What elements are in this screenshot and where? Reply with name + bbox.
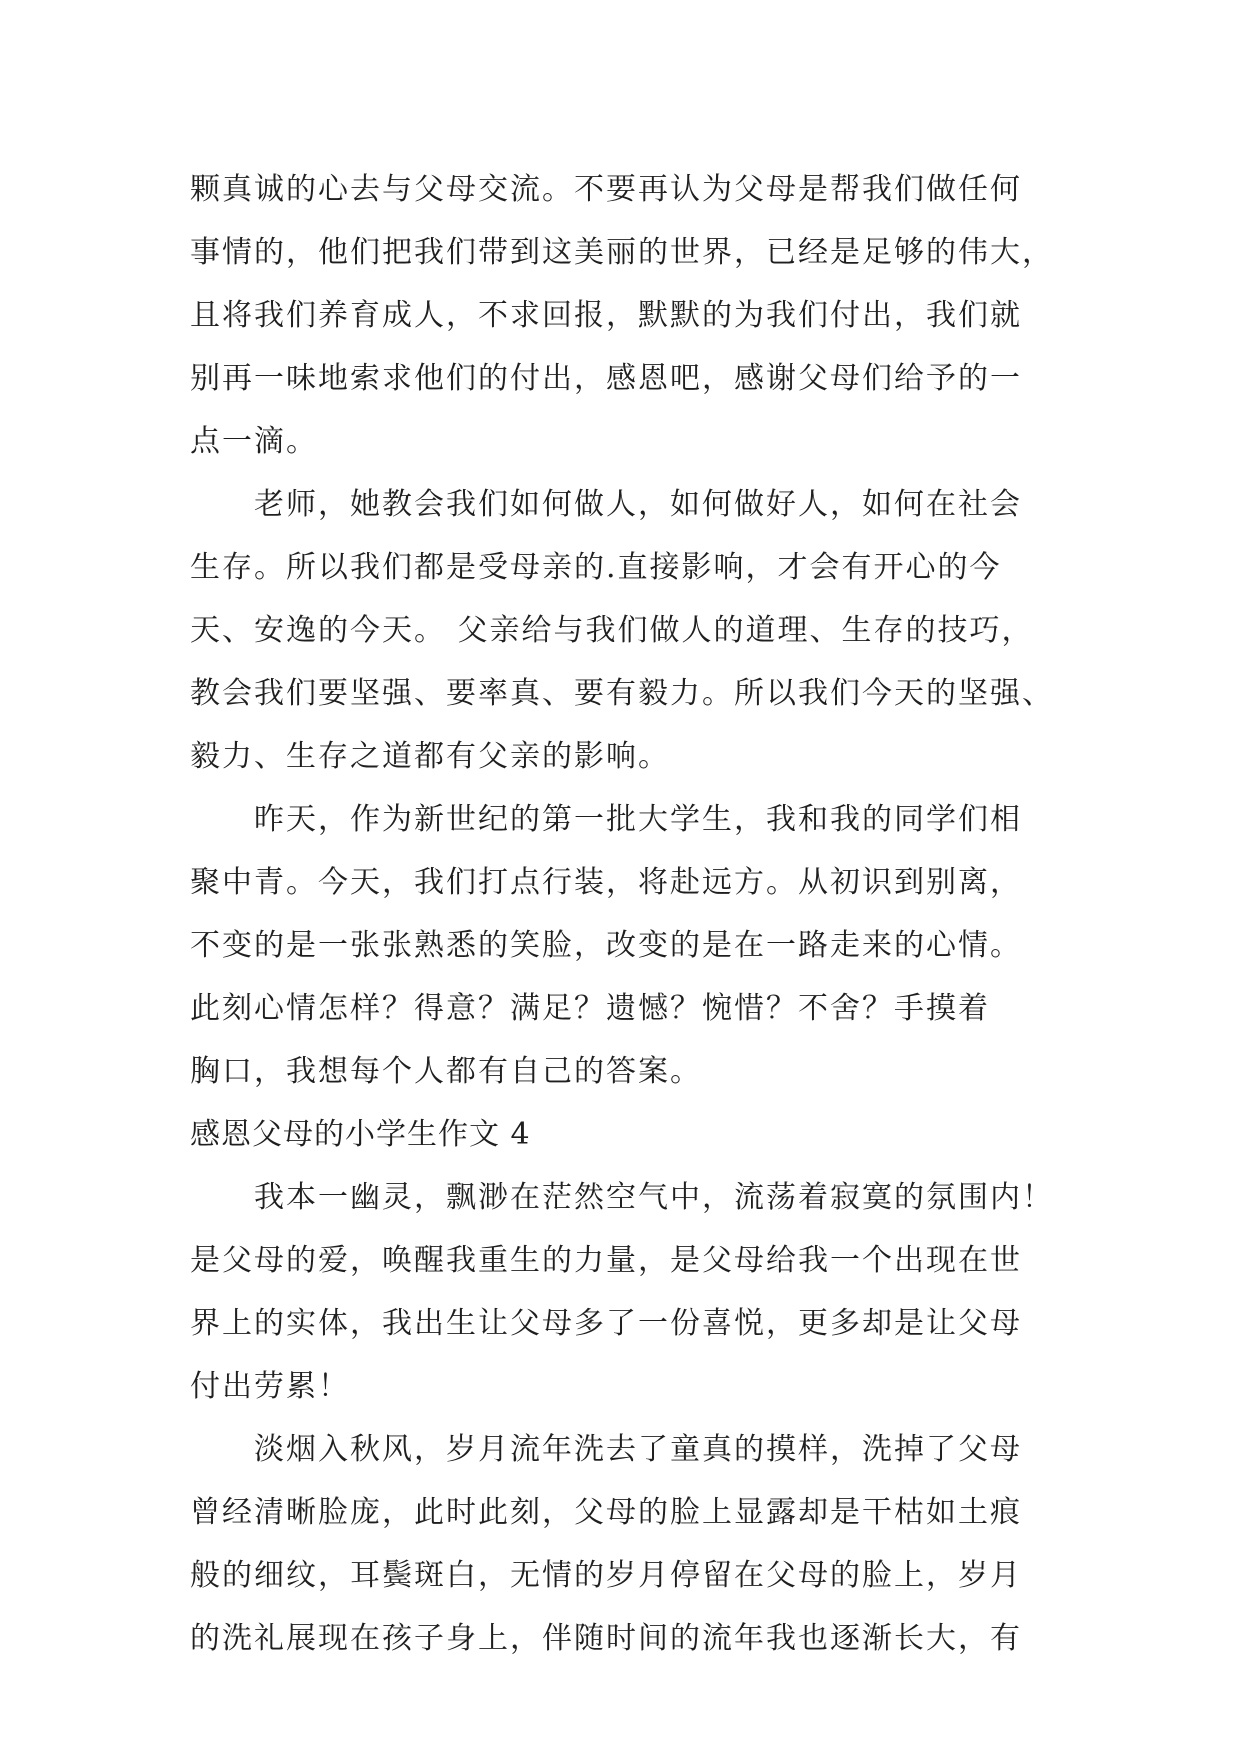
paragraph-first-line: 昨天，作为新世纪的第一批大学生，我和我的同学们相 xyxy=(254,802,1022,837)
paragraph-first-line: 淡烟入秋风，岁月流年洗去了童真的摸样，洗掉了父母 xyxy=(254,1432,1022,1467)
text-line: 点一滴。 xyxy=(190,424,318,459)
text-line: 别再一味地索求他们的付出，感恩吧，感谢父母们给予的一 xyxy=(190,361,1022,396)
text-line: 且将我们养育成人，不求回报，默默的为我们付出，我们就 xyxy=(190,298,1022,333)
text-line: 不变的是一张张熟悉的笑脸，改变的是在一路走来的心情。 xyxy=(190,928,1022,963)
text-line: 毅力、生存之道都有父亲的影响。 xyxy=(190,739,670,774)
paragraph-first-line: 老师，她教会我们如何做人，如何做好人，如何在社会 xyxy=(254,487,1022,522)
text-line: 颗真诚的心去与父母交流。不要再认为父母是帮我们做任何 xyxy=(190,172,1022,207)
section-heading: 感恩父母的小学生作文 4 xyxy=(190,1117,531,1152)
text-line: 是父母的爱，唤醒我重生的力量，是父母给我一个出现在世 xyxy=(190,1243,1022,1278)
text-line: 界上的实体，我出生让父母多了一份喜悦，更多却是让父母 xyxy=(190,1306,1022,1341)
text-line: 此刻心情怎样？得意？满足？遗憾？惋惜？不舍？手摸着 xyxy=(190,991,990,1026)
text-line: 般的细纹，耳鬓斑白，无情的岁月停留在父母的脸上，岁月 xyxy=(190,1558,1022,1593)
text-line: 的洗礼展现在孩子身上，伴随时间的流年我也逐渐长大，有 xyxy=(190,1621,1022,1656)
text-line: 聚中青。今天，我们打点行装，将赴远方。从初识到别离， xyxy=(190,865,1022,900)
paragraph-first-line: 我本一幽灵，飘渺在茫然空气中，流荡着寂寞的氛围内！ xyxy=(254,1180,1054,1215)
document-body xyxy=(190,158,1070,1670)
text-line: 事情的，他们把我们带到这美丽的世界，已经是足够的伟大， xyxy=(190,235,1054,270)
text-line: 教会我们要坚强、要率真、要有毅力。所以我们今天的坚强、 xyxy=(190,676,1054,711)
text-line: 胸口，我想每个人都有自己的答案。 xyxy=(190,1054,702,1089)
text-line: 曾经清晰脸庞，此时此刻，父母的脸上显露却是干枯如土痕 xyxy=(190,1495,1022,1530)
text-line: 天、安逸的今天。 父亲给与我们做人的道理、生存的技巧， xyxy=(190,613,1034,648)
text-line: 生存。所以我们都是受母亲的.直接影响，才会有开心的今 xyxy=(190,550,1002,585)
text-line: 付出劳累！ xyxy=(190,1369,350,1404)
